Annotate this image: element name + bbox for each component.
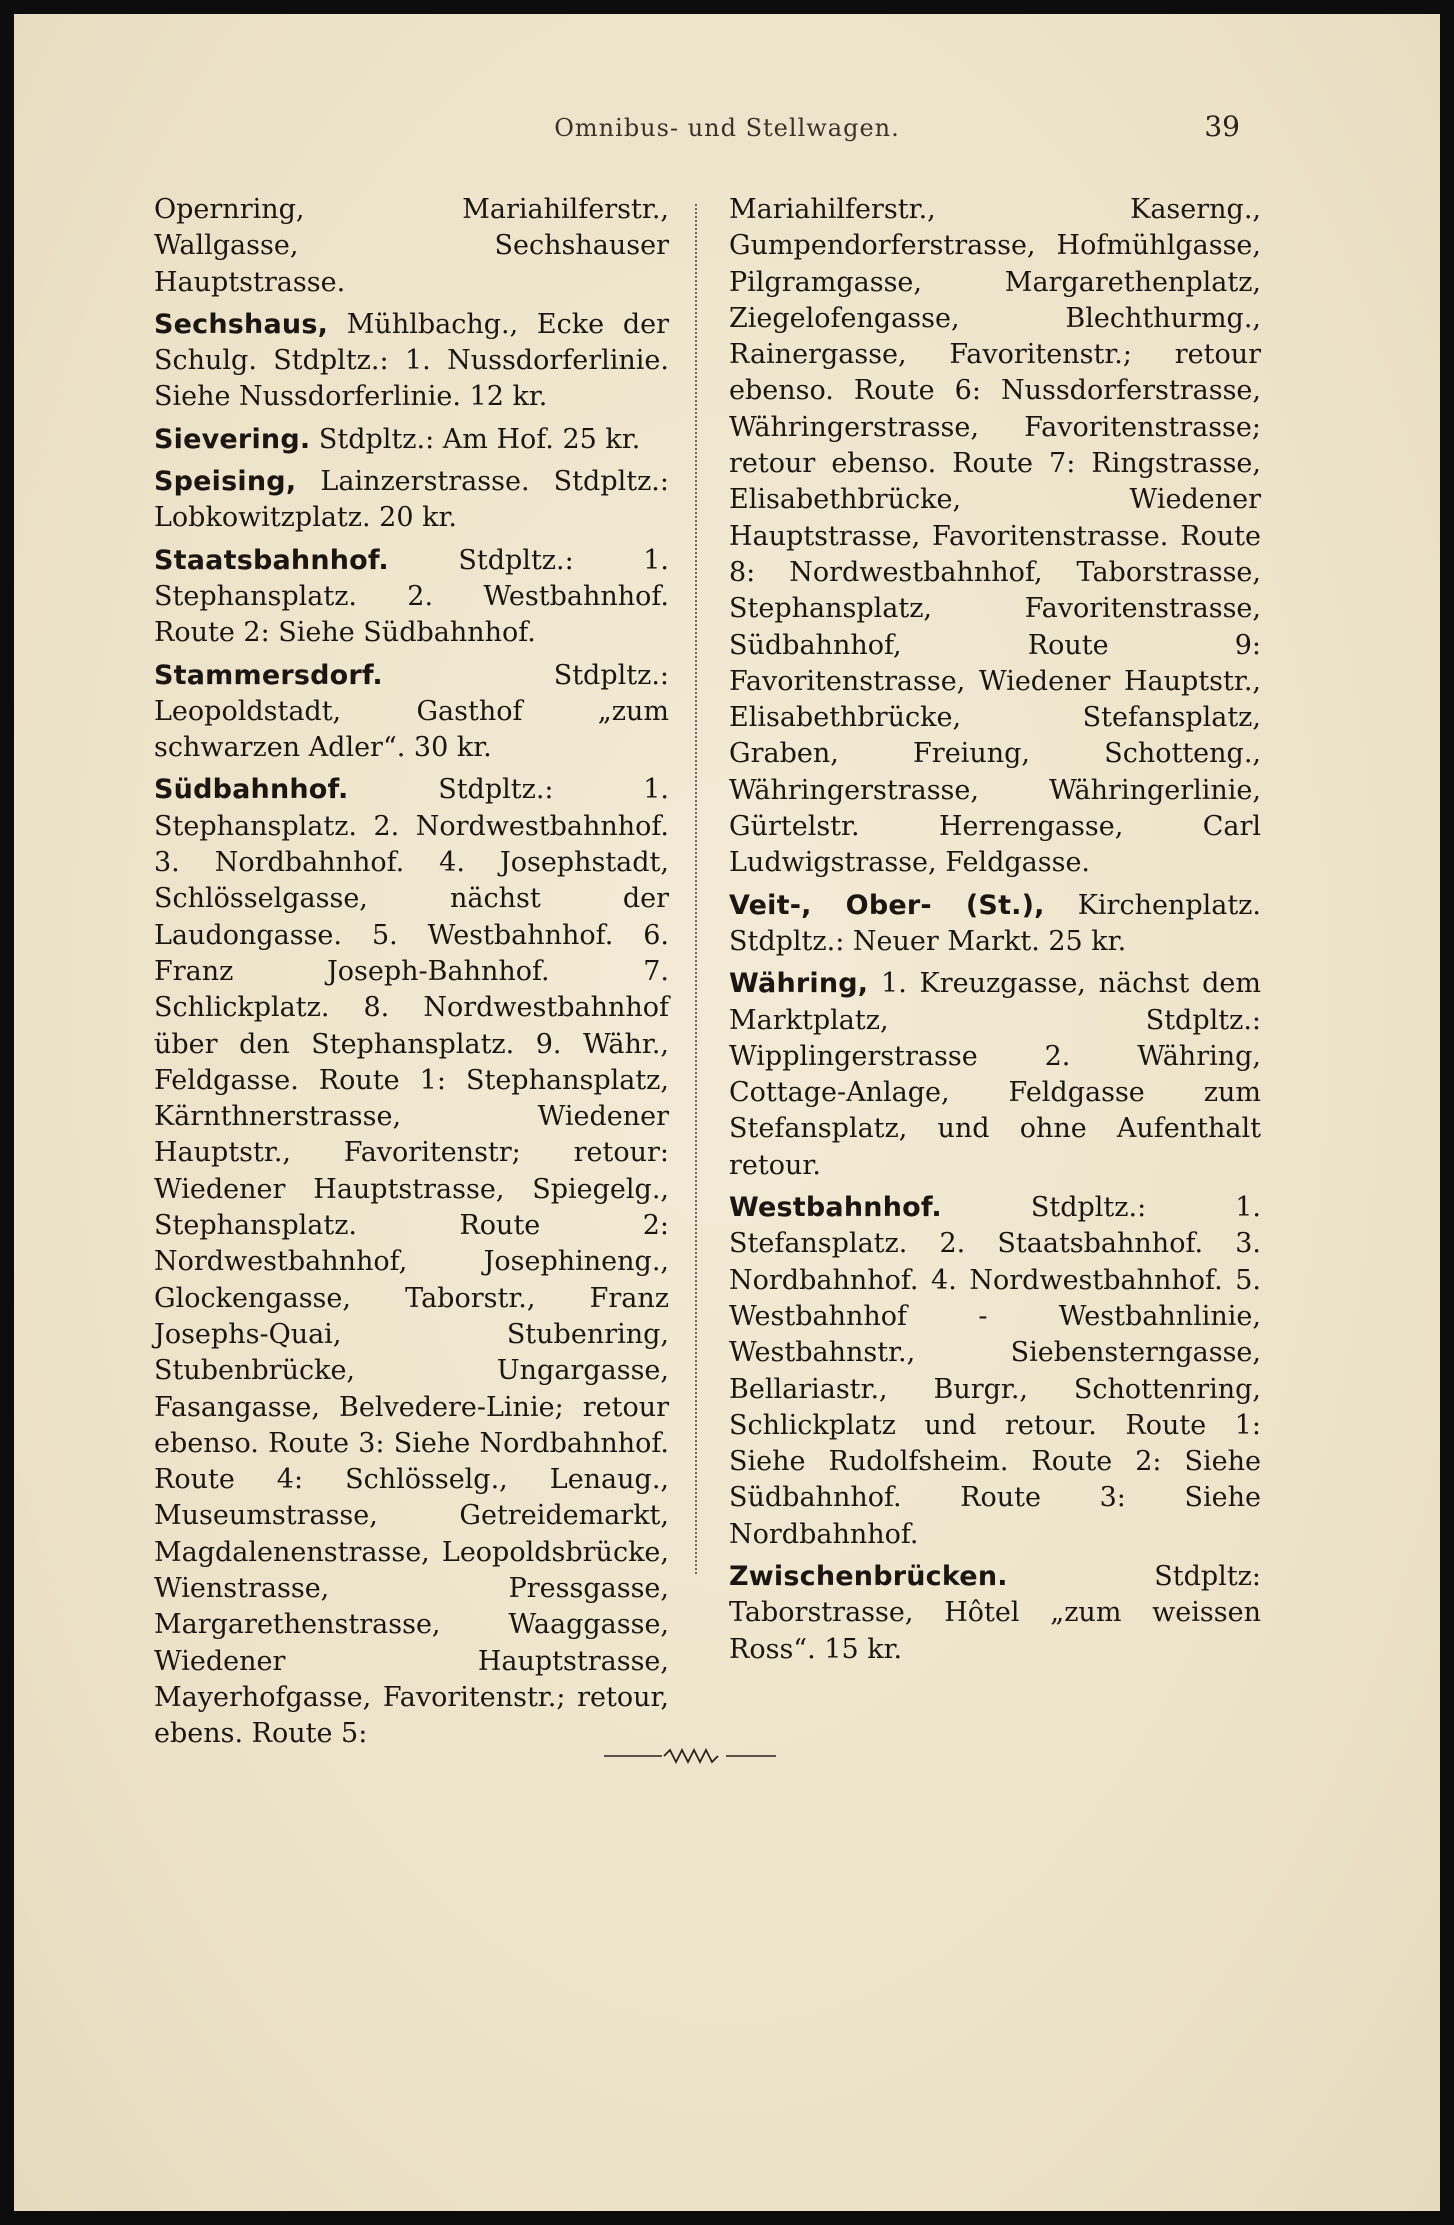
book-page [14,14,1440,2211]
entry-text: Stdpltz.: 1. Stephansplatz. 2. Nordwestbahnhof. 3. Nordbahnhof. 4. Josephstadt, Schlösselgasse, nächst der Laudongasse. 5. Westbahnhof. 6. Franz Joseph-Bahnhof. 7. Schlickplatz. 8. Nordwestbahnhof über den Stephansplatz. 9. Währ., Feldgasse. Route 1: Stephansplatz, Kärnthnerstrasse, Wiedener Hauptstr., Favoritenstr; retour: Wiedener Hauptstrasse, Spiegelg., Stephansplatz. Route 2: Nordwestbahnhof, Josephineng., Glockengasse, Taborstr., Franz Josephs-Quai, Stubenring, Stubenbrücke, Ungargasse, Fasangasse, Belvedere-Linie; retour ebenso. Route 3: Siehe Nordbahnhof. Route 4: Schlösselg., Lenaug., Museumstrasse, Getreidemarkt, Magdalenenstrasse, Leopoldsbrücke, Wienstrasse, Pressgasse, Margarethenstrasse, Waaggasse, Wiedener Hauptstrasse, Mayerhofgasse, Favoritenstr.; retour, ebens. Route 5: [154,774,669,1750]
entry-text: Stdpltz.: Am Hof. 25 kr. [310,423,641,455]
running-title: Omnibus- und Stellwagen. [554,114,900,142]
entry-text: Lainzerstrasse. Stdpltz.: Lobkowitzplatz. 20 kr. [154,466,669,534]
continuation-text: Opernring, Mariahilferstr., Wallgasse, Sechshauser Hauptstrasse. [154,194,669,298]
entry-headword: Zwischenbrücken. [729,1560,1008,1592]
column-divider [695,204,697,1574]
entry-suedbahnhof [154,772,669,1752]
entry-text: Mühlbachg., Ecke der Schulg. Stdpltz.: 1. Nussdorferlinie. Siehe Nussdorferlinie. 12 kr. [154,308,669,413]
entry-headword: Sechshaus, [154,308,329,340]
entry-staatsbahnhof [154,543,669,652]
entry-headword: Währing, [729,968,869,1000]
page-header [14,110,1440,154]
entry-sievering [154,422,669,458]
entry-text: Stdpltz.: 1. Stefansplatz. 2. Staatsbahnhof. 3. Nordbahnhof. 4. Nordwestbahnhof. 5. Westbahnhof - Westbahnlinie, Westbahnstr., Siebensterngasse, Bellariastr., Burgr., Schottenring, Schlickplatz und retour. Route 1: Siehe Rudolfsheim. Route 2: Siehe Südbahnhof. Route 3: Siehe Nordbahnhof. [729,1192,1261,1550]
entry-headword: Veit-, Ober- (St.), [729,889,1045,921]
right-column [729,192,1261,1674]
entry-westbahnhof [729,1190,1261,1553]
continuation-text: Mariahilferstr., Kaserng., Gumpendorferstrasse, Hofmühlgasse, Pilgramgasse, Margarethenplatz, Ziegelofengasse, Blechthurmg., Rainergasse, Favoritenstr.; retour ebenso. Route 6: Nussdorferstrasse, Währingerstrasse, Favoritenstrasse; retour ebenso. Route 7: Ringstrasse, Elisabethbrücke, Wiedener Hauptstrasse, Favoritenstrasse. Route 8: Nordwestbahnhof, Taborstrasse, Stephansplatz, Favoritenstrasse, Südbahnhof, Route 9: Favoritenstrasse, Wiedener Hauptstr., Elisabethbrücke, Stefansplatz, Graben, Freiung, Schotteng., Währingerstrasse, Währingerlinie, Gürtelstr. Herrengasse, Carl Ludwigstrasse, Feldgasse. [729,194,1261,879]
entry-headword: Stammersdorf. [154,659,383,691]
entry-stammersdorf [154,658,669,767]
entry-zwischenbruecken [729,1559,1261,1668]
entry-text: Stdpltz: Taborstrasse, Hôtel „zum weissen Ross“. 15 kr. [729,1560,1261,1665]
entry-text: Kirchenplatz. Stdpltz.: Neuer Markt. 25 kr. [729,889,1261,957]
page-number: 39 [1204,110,1240,143]
entry-speising [154,464,669,537]
entry-veit-ober [729,888,1261,961]
wavy-rule-ornament-icon [604,1744,824,1768]
entry-text: Stdpltz.: Leopoldstadt, Gasthof „zum schwarzen Adler“. 30 kr. [154,659,669,764]
entry-headword: Sievering. [154,423,311,455]
entry-waehring [729,966,1261,1184]
entry-headword: Staatsbahnhof. [154,544,389,576]
entry-sechshaus [154,307,669,416]
entry-text: 1. Kreuzgasse, nächst dem Marktplatz, Stdpltz.: Wipplingerstrasse 2. Währing, Cottage-Anlage, Feldgasse zum Stefansplatz, und ohne Aufenthalt retour. [729,968,1261,1181]
left-column [154,192,669,1758]
entry-headword: Südbahnhof. [154,774,349,806]
entry-headword: Westbahnhof. [729,1192,942,1224]
entry-headword: Speising, [154,466,297,498]
entry-text: Stdpltz.: 1. Stephansplatz. 2. Westbahnhof. Route 2: Siehe Südbahnhof. [154,544,669,649]
